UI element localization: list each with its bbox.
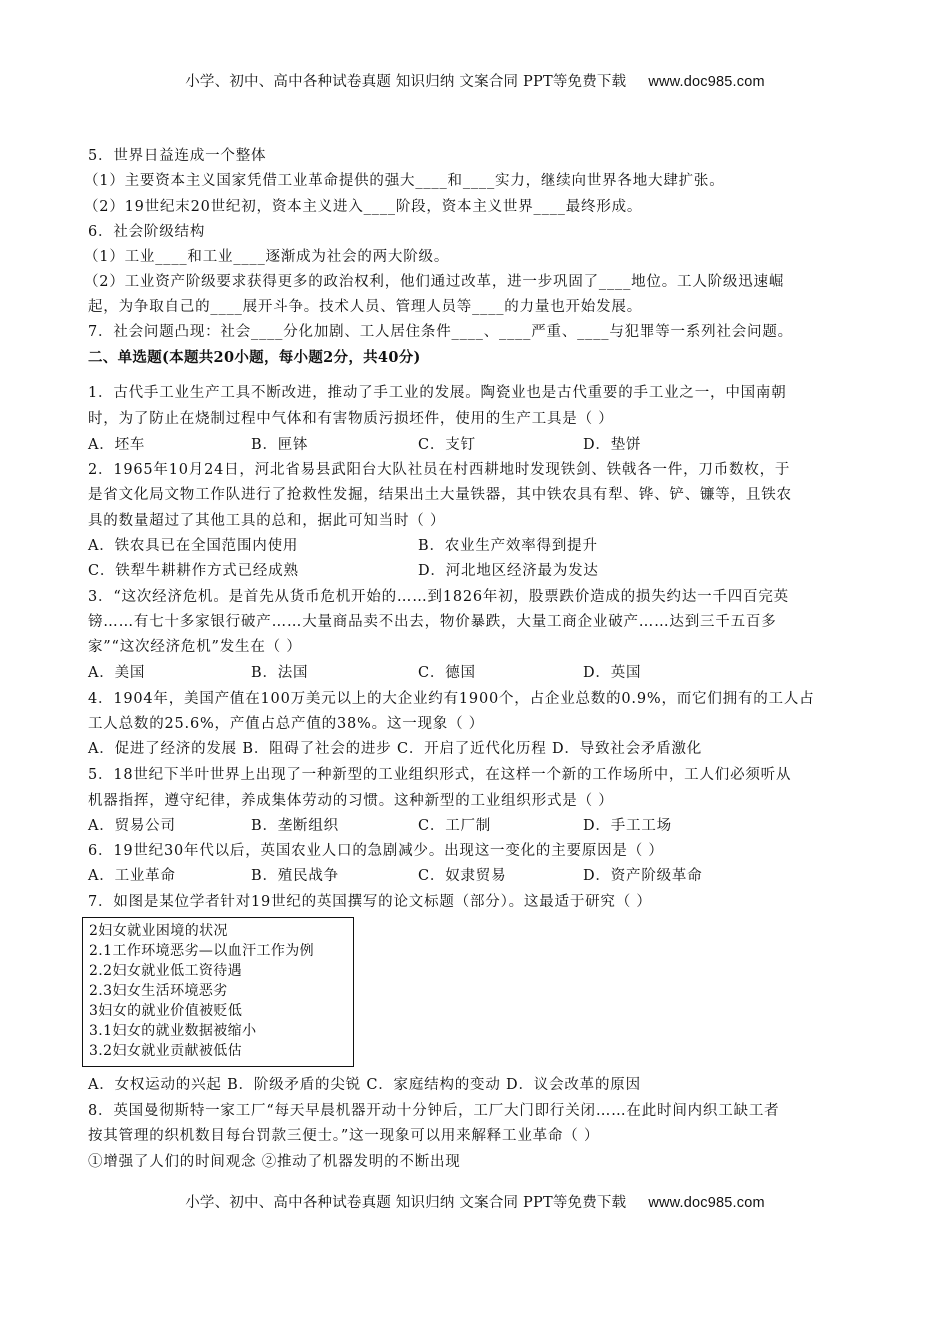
- q2-line1: 2．1965年10月24日，河北省易县武阳台大队社员在村西耕地时发现铁剑、铁戟各一件，刀币数枚，于: [88, 462, 791, 478]
- q3-line2: 镑……有七十多家银行破产……大量商品卖不出去，物价暴跌，大量工商企业破产……达到三千五百多: [88, 614, 777, 630]
- q6-option-b: B．殖民战争: [251, 868, 339, 884]
- fill-q6-2b: 起，为争取自己的____展开斗争。技术人员、管理人员等____的力量也开始发展。: [88, 299, 642, 315]
- paper-outline-box: [82, 917, 354, 1067]
- footer-site: www.doc985.com: [648, 1195, 765, 1211]
- q2-line3: 具的数量超过了其他工具的总和，据此可知当时（ ）: [88, 513, 446, 529]
- fill-q6-title: 6．社会阶级结构: [88, 224, 206, 240]
- outline-item: 2.1工作环境恶劣—以血汗工作为例: [89, 943, 315, 959]
- q5-option-a: A．贸易公司: [88, 818, 176, 834]
- q4-line2: 工人总数的25.6%，产值占总产值的38%。这一现象（ ）: [88, 716, 485, 732]
- q5-option-d: D．手工工场: [583, 818, 672, 834]
- q4-line1: 4．1904年，美国产值在100万美元以上的大企业约有1900个，占企业总数的0.9%，而它们拥有的工人占: [88, 691, 815, 707]
- page-footer: [0, 1191, 950, 1212]
- q2-option-c: C．铁犁牛耕耕作方式已经成熟: [88, 563, 299, 579]
- q2-option-b: B．农业生产效率得到提升: [418, 538, 598, 554]
- q7-options: A．女权运动的兴起 B．阶级矛盾的尖锐 C．家庭结构的变动 D．议会改革的原因: [88, 1077, 641, 1093]
- q2-option-a: A．铁农具已在全国范围内使用: [88, 538, 299, 554]
- q1-option-b: B．匣钵: [251, 437, 309, 453]
- q3-option-b: B．法国: [251, 665, 309, 681]
- q5-line1: 5．18世纪下半叶世界上出现了一种新型的工业组织形式，在这样一个新的工作场所中，工人们必须听从: [88, 767, 792, 783]
- page-header: [0, 70, 950, 91]
- q3-option-d: D．英国: [583, 665, 642, 681]
- q4-options: A．促进了经济的发展 B．阻碍了社会的进步 C．开启了近代化历程 D．导致社会矛盾激化: [88, 741, 703, 757]
- q1-line2: 时，为了防止在烧制过程中气体和有害物质污损坯件，使用的生产工具是（ ）: [88, 411, 614, 427]
- q8-line3: ①增强了人们的时间观念 ②推动了机器发明的不断出现: [88, 1154, 461, 1170]
- outline-item: 2.2妇女就业低工资待遇: [89, 963, 243, 979]
- q3-line3: 家”“这次经济危机”发生在（ ）: [88, 639, 302, 655]
- q5-option-c: C．工厂制: [418, 818, 492, 834]
- q5-option-b: B．垄断组织: [251, 818, 339, 834]
- outline-item: 3妇女的就业价值被贬低: [89, 1003, 243, 1019]
- q2-option-d: D．河北地区经济最为发达: [418, 563, 599, 579]
- fill-q7: 7．社会问题凸现：社会____分化加剧、工人居住条件____、____严重、____与犯罪等一系列社会问题。: [88, 324, 793, 340]
- fill-q6-2a: （2）工业资产阶级要求获得更多的政治权利，他们通过改革，进一步巩固了____地位。工人阶级迅速崛: [84, 274, 785, 290]
- fill-q5-title: 5．世界日益连成一个整体: [88, 148, 267, 164]
- q8-line2: 按其管理的织机数目每台罚款三便士。”这一现象可以用来解释工业革命（ ）: [88, 1128, 600, 1144]
- outline-item: 2妇女就业困境的状况: [89, 923, 228, 939]
- section-title: 二、单选题(本题共20小题，每小题2分，共40分): [88, 349, 421, 366]
- q1-option-d: D．垫饼: [583, 437, 642, 453]
- q3-line1: 3．“这次经济危机。是首先从货币危机开始的……到1826年初，股票跌价造成的损失约达一千四百完英: [88, 589, 789, 605]
- q6-option-c: C．奴隶贸易: [418, 868, 507, 884]
- fill-q6-1: （1）工业____和工业____逐渐成为社会的两大阶级。: [84, 249, 450, 265]
- q6-line1: 6．19世纪30年代以后，英国农业人口的急剧减少。出现这一变化的主要原因是（ ）: [88, 843, 664, 859]
- outline-item: 3.1妇女的就业数据被缩小: [89, 1023, 257, 1039]
- q1-option-a: A．坯车: [88, 437, 146, 453]
- header-site: www.doc985.com: [648, 74, 765, 90]
- fill-q5-1: （1）主要资本主义国家凭借工业革命提供的强大____和____实力，继续向世界各地大肆扩张。: [84, 173, 725, 189]
- q8-line1: 8．英国曼彻斯特一家工厂“每天早晨机器开动十分钟后，工厂大门即行关闭……在此时间内织工缺工者: [88, 1103, 780, 1119]
- outline-item: 2.3妇女生活环境恶劣: [89, 983, 228, 999]
- q6-option-d: D．资产阶级革命: [583, 868, 703, 884]
- fill-q5-2: （2）19世纪末20世纪初，资本主义进入____阶段，资本主义世界____最终形成。: [84, 199, 643, 215]
- footer-text: 小学、初中、高中各种试卷真题 知识归纳 文案合同 PPT等免费下载: [185, 1195, 627, 1211]
- q6-option-a: A．工业革命: [88, 868, 176, 884]
- q7-line1: 7．如图是某位学者针对19世纪的英国撰写的论文标题（部分）。这最适于研究（ ）: [88, 894, 652, 910]
- q1-line1: 1．古代手工业生产工具不断改进，推动了手工业的发展。陶瓷业也是古代重要的手工业之一，中国南朝: [88, 385, 787, 401]
- q2-line2: 是省文化局文物工作队进行了抢救性发掘，结果出土大量铁器，其中铁农具有犁、铧、铲、镰等，且铁农: [88, 487, 792, 503]
- outline-item: 3.2妇女就业贡献被低估: [89, 1043, 243, 1059]
- q1-option-c: C．支钉: [418, 437, 476, 453]
- header-text: 小学、初中、高中各种试卷真题 知识归纳 文案合同 PPT等免费下载: [185, 74, 627, 90]
- q3-option-a: A．美国: [88, 665, 146, 681]
- q5-line2: 机器指挥，遵守纪律，养成集体劳动的习惯。这种新型的工业组织形式是（ ）: [88, 793, 614, 809]
- q3-option-c: C．德国: [418, 665, 476, 681]
